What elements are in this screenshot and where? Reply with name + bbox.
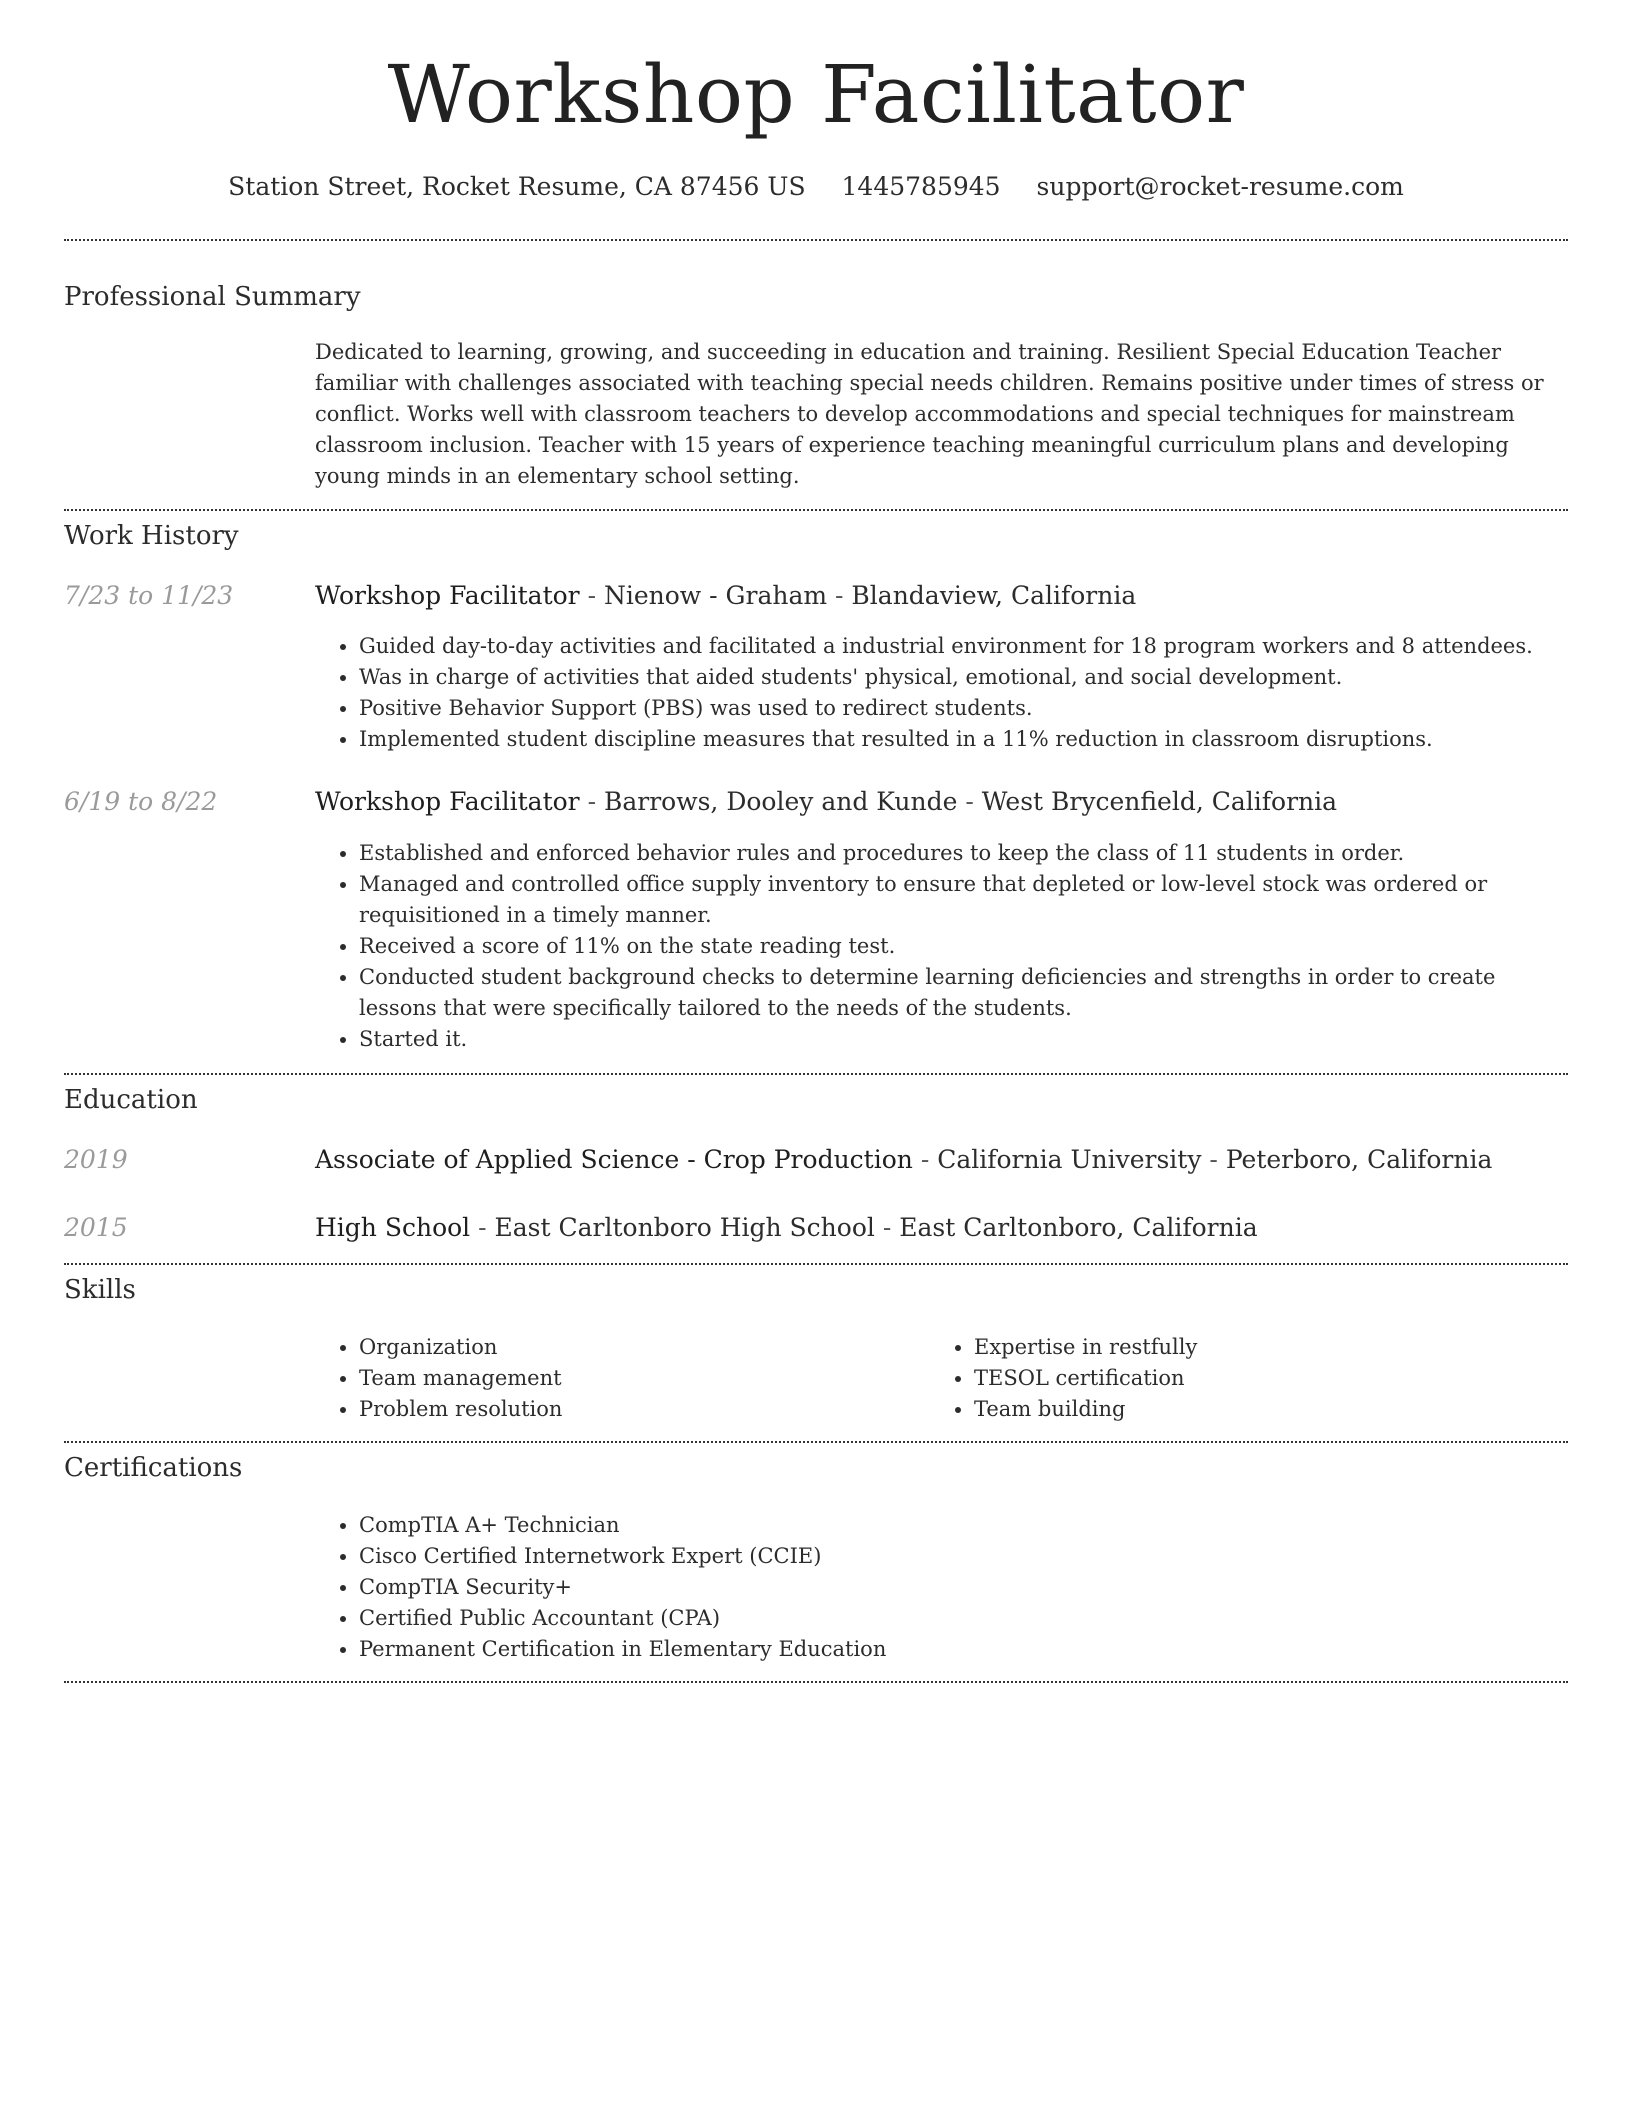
job-bullet: • Conducted student background checks to determine learning deficiencies and strengths in order to create lessons that were specifically tailored to the needs of the students. xyxy=(359,962,1568,1024)
job-separator: - xyxy=(827,581,852,610)
job-company: Barrows, Dooley and Kunde xyxy=(603,787,958,816)
job-bullet: • Positive Behavior Support (PBS) was used to redirect students. xyxy=(359,693,1568,724)
certification-item: • Permanent Certification in Elementary Education xyxy=(359,1634,1568,1665)
skills-heading: Skills xyxy=(64,1275,136,1305)
job-heading xyxy=(315,787,1568,816)
job-company: Nienow - Graham xyxy=(603,581,828,610)
education-separator: - xyxy=(874,1213,900,1242)
job-bullet: • Was in charge of activities that aided students' physical, emotional, and social development. xyxy=(359,662,1568,693)
education-year: 2019 xyxy=(64,1145,128,1174)
contact-phone: 1445785945 xyxy=(841,172,1001,201)
job-role: Workshop Facilitator xyxy=(315,581,580,610)
job-separator: - xyxy=(579,581,604,610)
job-dates: 7/23 to 11/23 xyxy=(64,581,234,610)
education-degree: Associate of Applied Science - Crop Production xyxy=(315,1145,913,1174)
skills-list-right xyxy=(930,1332,1530,1425)
section-divider xyxy=(64,239,1568,241)
contact-email: support@rocket-resume.com xyxy=(1036,172,1404,201)
skill-item: • Expertise in restfully xyxy=(974,1332,1530,1363)
certification-item: • Certified Public Accountant (CPA) xyxy=(359,1603,1568,1634)
education-separator: - xyxy=(912,1145,938,1174)
education-separator: - xyxy=(1201,1145,1226,1174)
summary-text: Dedicated to learning, growing, and succeeding in education and training. Resilient Special Education Teacher familiar with challenges associated with teaching special needs children. Remains positive under times of stress or conflict. Works well with classroom teachers to develop accommodations and special techniques for mainstream classroom inclusion. Teacher with 15 years of experience teaching meaningful curriculum plans and developing young minds in an elementary school setting. xyxy=(315,340,1544,488)
education-school: East Carltonboro High School xyxy=(494,1213,875,1242)
contact-address: Station Street, Rocket Resume, CA 87456 US xyxy=(228,172,806,201)
job-bullets xyxy=(315,631,1568,755)
education-location: Peterboro, California xyxy=(1225,1145,1493,1174)
certification-item: • Cisco Certified Internetwork Expert (CCIE) xyxy=(359,1541,1568,1572)
job-location: Blandaview, California xyxy=(851,581,1137,610)
education-year: 2015 xyxy=(64,1213,128,1242)
job-separator: - xyxy=(957,787,982,816)
skill-item: • Organization xyxy=(359,1332,915,1363)
summary-heading: Professional Summary xyxy=(64,282,361,312)
education-heading: Education xyxy=(64,1085,198,1115)
skills-list-left xyxy=(315,1332,915,1425)
skill-item: • Team management xyxy=(359,1363,915,1394)
job-heading xyxy=(315,581,1568,610)
section-divider xyxy=(64,1263,1568,1265)
job-bullet: • Managed and controlled office supply inventory to ensure that depleted or low-level stock was ordered or requisitioned in a timely manner. xyxy=(359,869,1568,931)
education-location: East Carltonboro, California xyxy=(899,1213,1258,1242)
section-divider xyxy=(64,1681,1568,1683)
job-location: West Brycenfield, California xyxy=(981,787,1338,816)
candidate-name: Workshop Facilitator xyxy=(387,48,1245,141)
skill-item: • Team building xyxy=(974,1394,1530,1425)
certification-item: • CompTIA Security+ xyxy=(359,1572,1568,1603)
skill-item: • TESOL certification xyxy=(974,1363,1530,1394)
work-history-heading: Work History xyxy=(64,521,239,551)
education-school: California University xyxy=(937,1145,1202,1174)
job-bullet: • Implemented student discipline measures that resulted in a 11% reduction in classroom disruptions. xyxy=(359,724,1568,755)
section-divider xyxy=(64,1441,1568,1443)
job-bullets xyxy=(315,838,1568,1055)
job-dates: 6/19 to 8/22 xyxy=(64,787,218,816)
education-separator: - xyxy=(470,1213,495,1242)
education-heading-line xyxy=(315,1213,1568,1242)
certification-item: • CompTIA A+ Technician xyxy=(359,1510,1568,1541)
job-bullet: • Started it. xyxy=(359,1024,1568,1055)
job-bullet: • Received a score of 11% on the state reading test. xyxy=(359,931,1568,962)
job-bullet: • Established and enforced behavior rules and procedures to keep the class of 11 students in order. xyxy=(359,838,1568,869)
job-role: Workshop Facilitator xyxy=(315,787,580,816)
section-divider xyxy=(64,1073,1568,1075)
certifications-heading: Certifications xyxy=(64,1453,243,1483)
contact-line xyxy=(0,172,1632,201)
education-heading-line xyxy=(315,1145,1568,1174)
education-degree: High School xyxy=(315,1213,471,1242)
certifications-list xyxy=(315,1510,1568,1665)
section-divider xyxy=(64,509,1568,511)
job-separator: - xyxy=(579,787,604,816)
job-bullet: • Guided day-to-day activities and facilitated a industrial environment for 18 program workers and 8 attendees. xyxy=(359,631,1568,662)
skill-item: • Problem resolution xyxy=(359,1394,915,1425)
